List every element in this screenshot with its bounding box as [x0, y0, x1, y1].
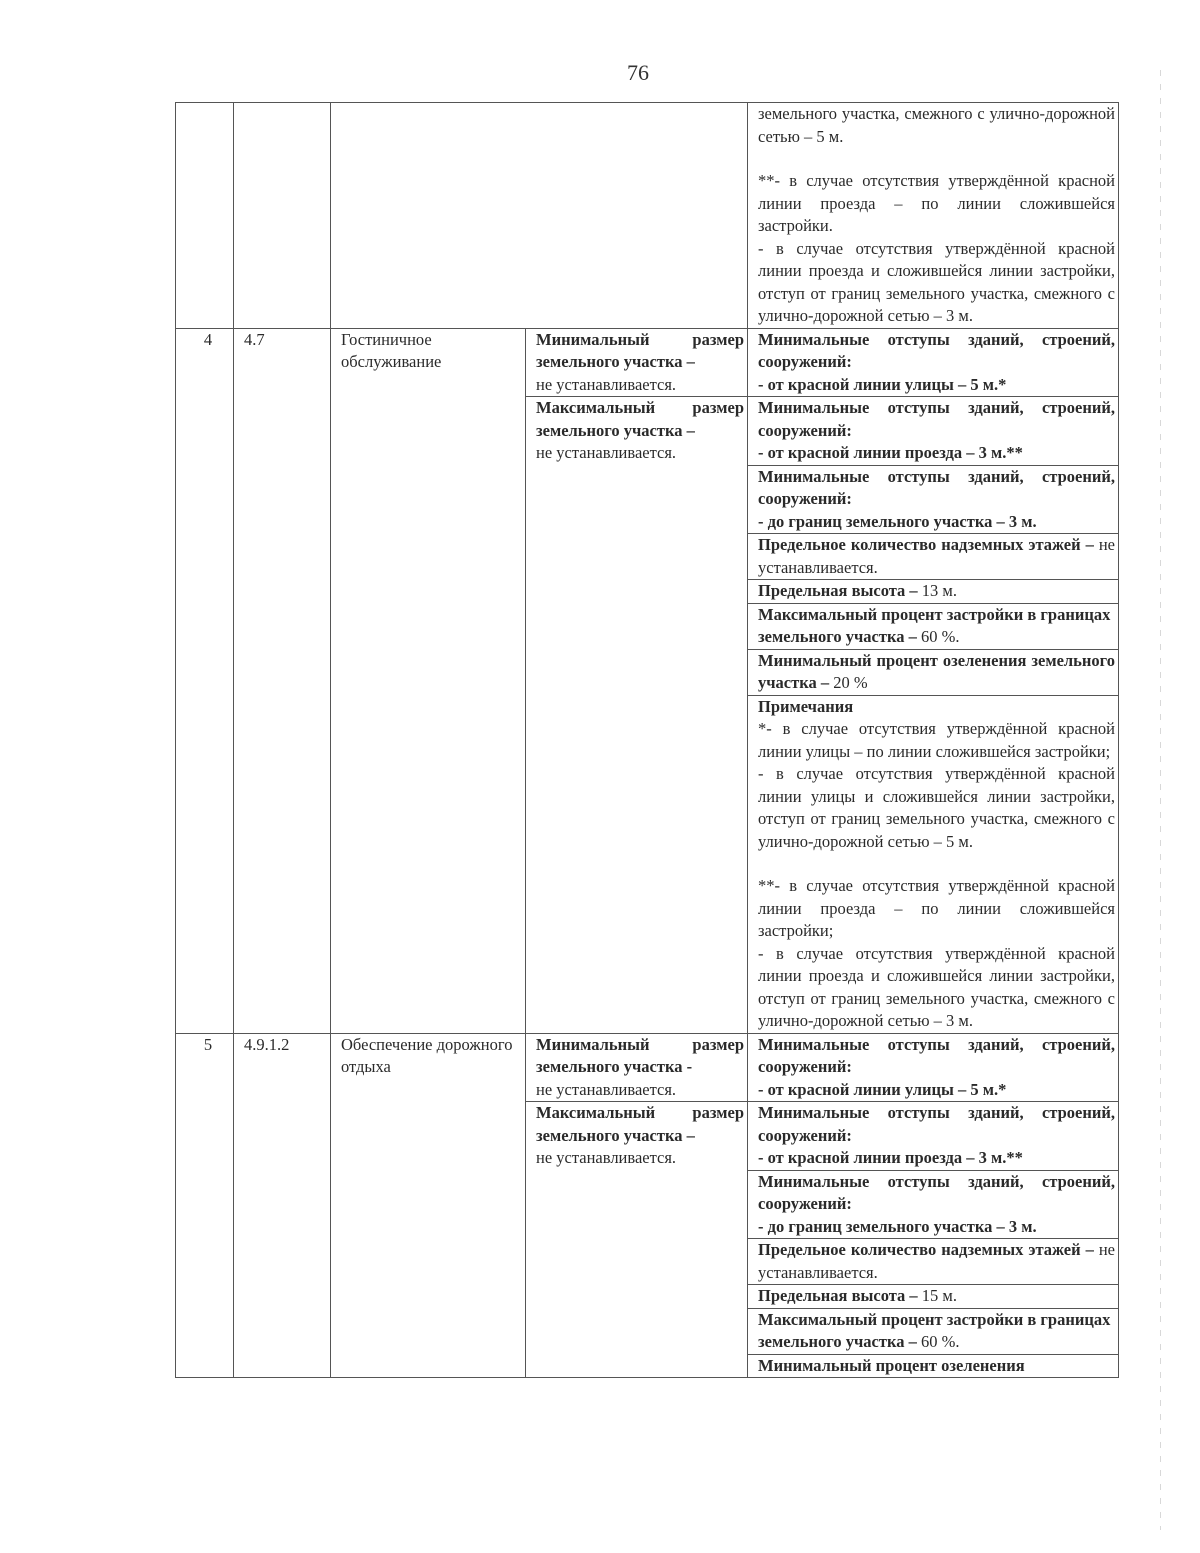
cell-param [748, 465, 1119, 534]
note-line: - в случае отсутствия утверждённой красной линии проезда и сложившейся линии застройки, отступ от границ земельного участка, смежного с улично-дорожной сетью – 3 м. [758, 238, 1115, 325]
cell-param [748, 580, 1119, 604]
param-value: 20 % [829, 673, 868, 692]
page-number: 76 [627, 60, 649, 85]
table-row-continuation [176, 103, 1119, 329]
note-line: **- в случае отсутствия утверждённой красной линии проезда – по линии сложившейся застройки. [758, 171, 1115, 235]
max-size-value: не устанавливается. [536, 443, 677, 462]
param-value: не устанавливается. [758, 535, 1115, 577]
cell-param [748, 1102, 1119, 1171]
param-value: - до границ земельного участка – 3 м. [758, 1216, 1037, 1236]
cell-code [234, 103, 331, 329]
scan-edge-artifact [1160, 70, 1161, 1530]
cell-name: Гостиничное обслуживание [331, 328, 526, 1033]
note-line: **- в случае отсутствия утверждённой красной линии проезда – по линии сложившейся застройки; [758, 876, 1115, 940]
param-value: - до границ земельного участка – 3 м. [758, 511, 1037, 531]
param-head: Минимальный процент озеленения земельного участка – [758, 650, 1115, 692]
param-value: 15 м. [917, 1286, 957, 1305]
cell-num: 4 [176, 328, 234, 1033]
table-row [176, 1033, 1119, 1102]
note-gap [758, 148, 1115, 170]
note-line: - в случае отсутствия утверждённой красной линии улицы и сложившейся линии застройки, отступ от границ земельного участка, смежного с улично-дорожной сетью – 5 м. [758, 764, 1115, 851]
cell-param [748, 1033, 1119, 1102]
cell-min-size [526, 1033, 748, 1102]
min-size-value: не устанавливается. [536, 1079, 677, 1099]
notes-title: Примечания [758, 696, 854, 716]
note-line: *- в случае отсутствия утверждённой красной линии улицы – по линии сложившейся застройки; [758, 719, 1115, 761]
cell-param [748, 1308, 1119, 1354]
param-head: Предельная высота – [758, 1286, 918, 1305]
param-head: Минимальные отступы зданий, строений, сооружений: [758, 398, 1115, 440]
cell-param [748, 649, 1119, 695]
cell-param [748, 1170, 1119, 1239]
param-value: 60 %. [916, 1332, 960, 1351]
cell-max-size [526, 397, 748, 1034]
min-size-value: не устанавливается. [536, 374, 677, 394]
table-row [176, 328, 1119, 397]
cell-num: 5 [176, 1033, 234, 1378]
param-head: Минимальные отступы зданий, строений, сооружений: [758, 466, 1115, 508]
cell-continuation-notes [748, 103, 1119, 329]
cell-code: 4.9.1.2 [234, 1033, 331, 1378]
max-size-label: Максимальный размер земельного участка – [536, 398, 744, 440]
zoning-regulations-table [175, 102, 1119, 1378]
param-head: Предельная высота – [758, 581, 918, 600]
param-value: 13 м. [917, 581, 957, 600]
param-value: - от красной линии проезда – 3 м.** [758, 1148, 1023, 1167]
param-head: Максимальный процент застройки в границах земельного участка – [758, 604, 1111, 646]
min-size-label: Минимальный размер земельного участка - [536, 1034, 744, 1076]
cell-param [748, 1354, 1119, 1378]
note-line: - в случае отсутствия утверждённой красной линии проезда и сложившейся линии застройки, отступ от границ земельного участка, смежного с улично-дорожной сетью – 3 м. [758, 943, 1115, 1030]
max-size-value: не устанавливается. [536, 1148, 677, 1167]
param-value: - от красной линии улицы – 5 м.* [758, 1079, 1007, 1099]
param-head: Минимальные отступы зданий, строений, сооружений: [758, 1171, 1115, 1213]
cell-param [748, 397, 1119, 466]
cell-code: 4.7 [234, 328, 331, 1033]
param-value: - от красной линии проезда – 3 м.** [758, 443, 1023, 462]
param-head: Минимальные отступы зданий, строений, сооружений: [758, 1034, 1115, 1076]
cell-param [748, 1285, 1119, 1309]
cell-param [748, 534, 1119, 580]
param-head: Максимальный процент застройки в границах земельного участка – [758, 1309, 1111, 1351]
cell-param [748, 603, 1119, 649]
param-head: Предельное количество надземных этажей – [758, 535, 1094, 554]
param-head: Минимальные отступы зданий, строений, сооружений: [758, 1103, 1115, 1145]
cell-param [748, 1239, 1119, 1285]
cell-num [176, 103, 234, 329]
param-head: Минимальный процент озеленения [758, 1355, 1025, 1375]
cell-name: Обеспечение дорожного отдыха [331, 1033, 526, 1378]
param-head: Минимальные отступы зданий, строений, сооружений: [758, 329, 1115, 371]
cell-name [331, 103, 526, 329]
cell-notes [748, 695, 1119, 1033]
param-value: - от красной линии улицы – 5 м.* [758, 374, 1007, 394]
param-value: не устанавливается. [758, 1240, 1115, 1282]
cell-param [748, 328, 1119, 397]
min-size-label: Минимальный размер земельного участка – [536, 329, 744, 371]
cell-min-size [526, 328, 748, 397]
cell-max-size [526, 1102, 748, 1378]
cell-size [526, 103, 748, 329]
param-value: 60 %. [916, 627, 960, 646]
note-line: земельного участка, смежного с улично-дорожной сетью – 5 м. [758, 104, 1115, 146]
max-size-label: Максимальный размер земельного участка – [536, 1103, 744, 1145]
note-gap [758, 853, 1115, 875]
param-head: Предельное количество надземных этажей – [758, 1240, 1094, 1259]
